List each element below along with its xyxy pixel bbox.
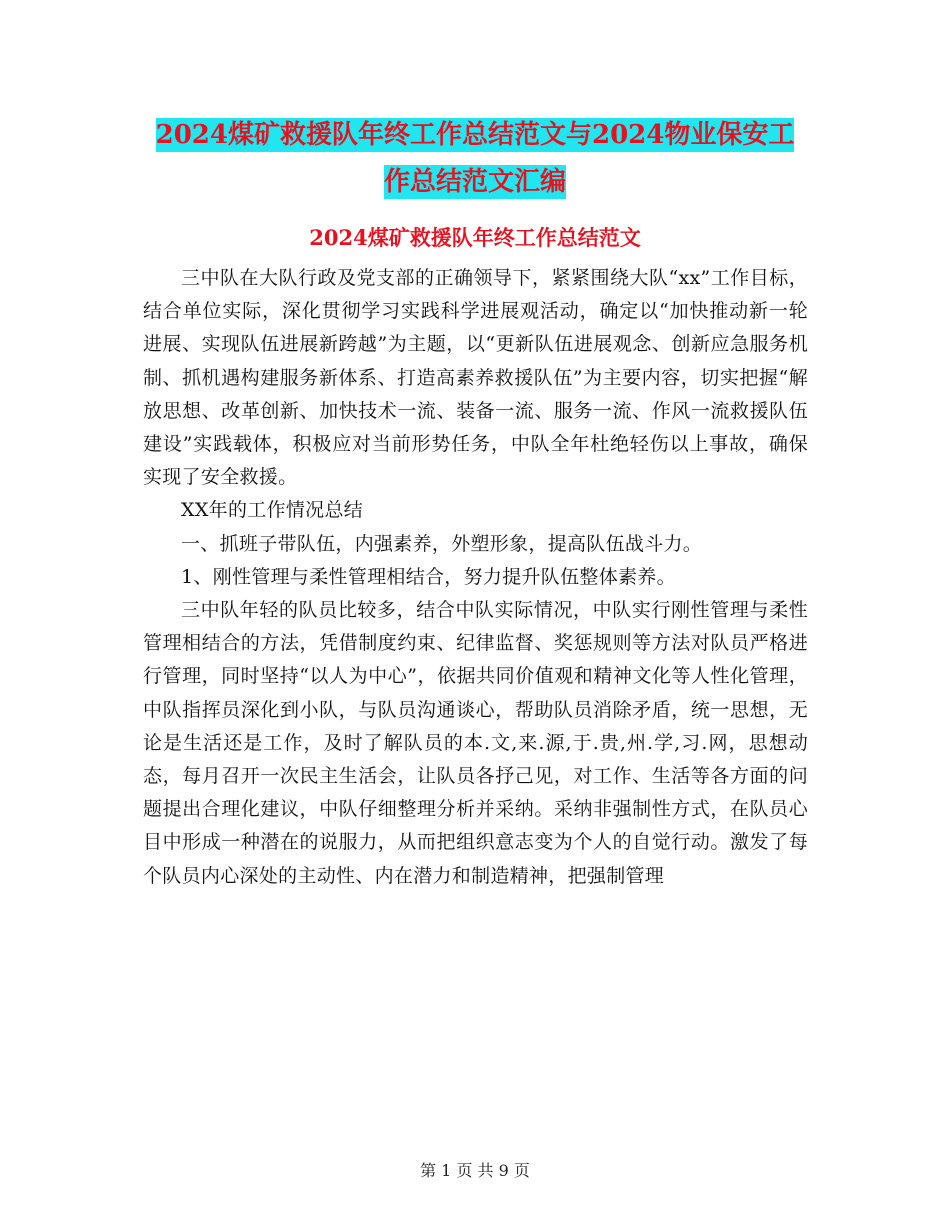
- paragraph: 一、抓班子带队伍，内强素养，外塑形象，提高队伍战斗力。: [181, 532, 703, 555]
- section-title: 2024煤矿救援队年终工作总结范文: [309, 225, 641, 250]
- title-line-1: 2024煤矿救援队年终工作总结范文与2024物业保安工: [155, 120, 795, 150]
- page-number: 第 1 页 共 9 页: [420, 1161, 530, 1180]
- paragraph: 1、刚性管理与柔性管理相结合，努力提升队伍整体素养。: [181, 565, 676, 588]
- title-line-2: 作总结范文汇编: [383, 167, 566, 197]
- document-body: [143, 262, 808, 893]
- document-title: [0, 112, 950, 206]
- paragraph: 三中队在大队行政及党支部的正确领导下，紧紧围绕大队“xx”工作目标，结合单位实际，深化贯彻学习实践科学进展观活动，确定以“加快推动新一轮进展、实现队伍进展新跨越”为主题，以“更新队伍进展观念、创新应急服务机制、抓机遇构建服务新体系、打造高素养救援队伍”为主要内容，切实把握“解放思想、改革创新、加快技术一流、装备一流、服务一流、作风一流救援队伍建设”实践载体，积极应对当前形势任务，中队全年杜绝轻伤以上事故，确保实现了安全救援。: [143, 267, 808, 489]
- paragraph: 三中队年轻的队员比较多，结合中队实际情况，中队实行刚性管理与柔性管理相结合的方法，凭借制度约束、纪律监督、奖惩规则等方法对队员严格进行管理，同时坚持“以人为中心”，依据共同价值观和精神文化等人性化管理，中队指挥员深化到小队，与队员沟通谈心，帮助队员消除矛盾，统一思想，无论是生活还是工作，及时了解队员的本.文,来.源,于.贵,州.学,习.网，思想动态，每月召开一次民主生活会，让队员各抒己见，对工作、生活等各方面的问题提出合理化建议，中队仔细整理分析并采纳。采纳非强制性方式，在队员心目中形成一种潜在的说服力，从而把组织意志变为个人的自觉行动。激发了每个队员内心深处的主动性、内在潜力和制造精神，把强制管理: [143, 599, 808, 887]
- paragraph: XX年的工作情况总结: [181, 499, 364, 522]
